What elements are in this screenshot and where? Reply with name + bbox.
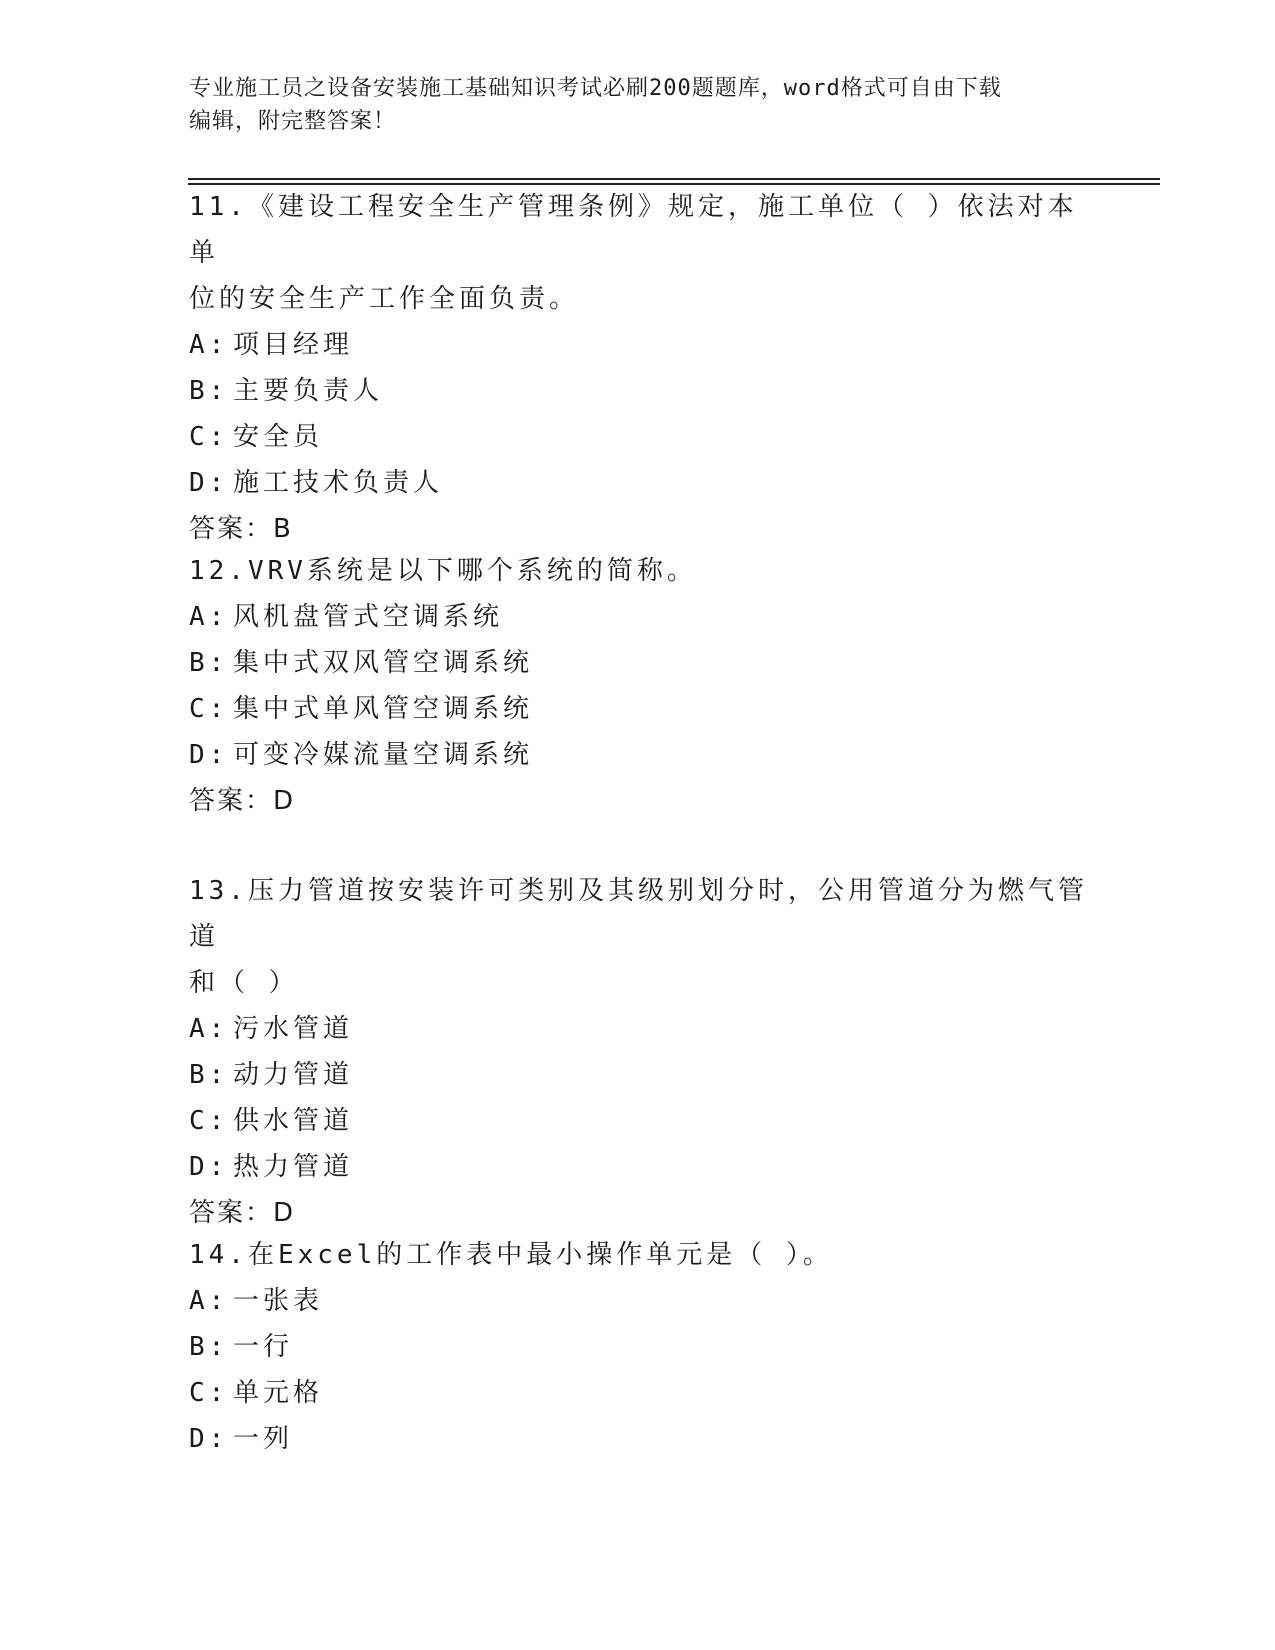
option-text: 动力管道 [233, 1060, 354, 1090]
question-stem-line-1: 12.VRV系统是以下哪个系统的简称。 [189, 556, 697, 586]
question-11 [189, 184, 1089, 552]
option-d [189, 732, 1089, 778]
option-text: 主要负责人 [233, 376, 384, 406]
option-a [189, 594, 1089, 640]
option-text: 污水管道 [233, 1014, 354, 1044]
option-text: 安全员 [233, 422, 324, 452]
document-header [189, 72, 1069, 138]
option-letter: A: [189, 602, 229, 632]
option-c [189, 686, 1089, 732]
question-stem-line-1: 14.在Excel的工作表中最小操作单元是（ ）。 [189, 1240, 833, 1270]
option-text: 风机盘管式空调系统 [233, 602, 504, 632]
answer-line: 答案：B [189, 514, 293, 544]
option-letter: C: [189, 694, 229, 724]
answer-line: 答案：D [189, 786, 296, 816]
option-text: 一行 [233, 1332, 294, 1362]
option-text: 一张表 [233, 1286, 324, 1316]
option-a [189, 322, 1089, 368]
option-c [189, 1370, 1089, 1416]
option-b [189, 640, 1089, 686]
option-b [189, 1052, 1089, 1098]
question-14 [189, 1232, 1089, 1462]
option-text: 热力管道 [233, 1152, 354, 1182]
option-letter: B: [189, 648, 229, 678]
option-letter: D: [189, 740, 229, 770]
option-text: 施工技术负责人 [233, 468, 444, 498]
question-13 [189, 868, 1089, 1236]
option-text: 集中式双风管空调系统 [233, 648, 534, 678]
header-line-1: 专业施工员之设备安装施工基础知识考试必刷200题题库，word格式可自由下载 [189, 76, 1002, 101]
option-b [189, 368, 1089, 414]
option-letter: A: [189, 1014, 229, 1044]
option-b [189, 1324, 1089, 1370]
option-letter: D: [189, 1152, 229, 1182]
option-text: 一列 [233, 1424, 294, 1454]
question-stem-line-2: 和（ ） [189, 968, 299, 998]
option-a [189, 1006, 1089, 1052]
option-letter: D: [189, 1424, 229, 1454]
option-d [189, 460, 1089, 506]
option-letter: B: [189, 1332, 229, 1362]
option-letter: C: [189, 422, 229, 452]
option-letter: C: [189, 1106, 229, 1136]
option-text: 单元格 [233, 1378, 324, 1408]
option-d [189, 1416, 1089, 1462]
option-text: 供水管道 [233, 1106, 354, 1136]
header-line-2: 编辑，附完整答案！ [189, 109, 397, 134]
option-letter: A: [189, 1286, 229, 1316]
option-letter: D: [189, 468, 229, 498]
option-text: 集中式单风管空调系统 [233, 694, 534, 724]
question-stem-line-1: 13.压力管道按安装许可类别及其级别划分时，公用管道分为燃气管道 [189, 876, 1088, 952]
question-stem-line-1: 11.《建设工程安全生产管理条例》规定，施工单位（ ）依法对本单 [189, 192, 1078, 268]
question-stem-line-2: 位的安全生产工作全面负责。 [189, 284, 580, 314]
answer-line: 答案：D [189, 1198, 296, 1228]
option-d [189, 1144, 1089, 1190]
option-text: 项目经理 [233, 330, 354, 360]
option-letter: C: [189, 1378, 229, 1408]
option-c [189, 414, 1089, 460]
option-a [189, 1278, 1089, 1324]
option-letter: A: [189, 330, 229, 360]
option-c [189, 1098, 1089, 1144]
header-divider-top [188, 178, 1160, 180]
question-12 [189, 548, 1089, 824]
option-text: 可变冷媒流量空调系统 [233, 740, 534, 770]
option-letter: B: [189, 1060, 229, 1090]
option-letter: B: [189, 376, 229, 406]
